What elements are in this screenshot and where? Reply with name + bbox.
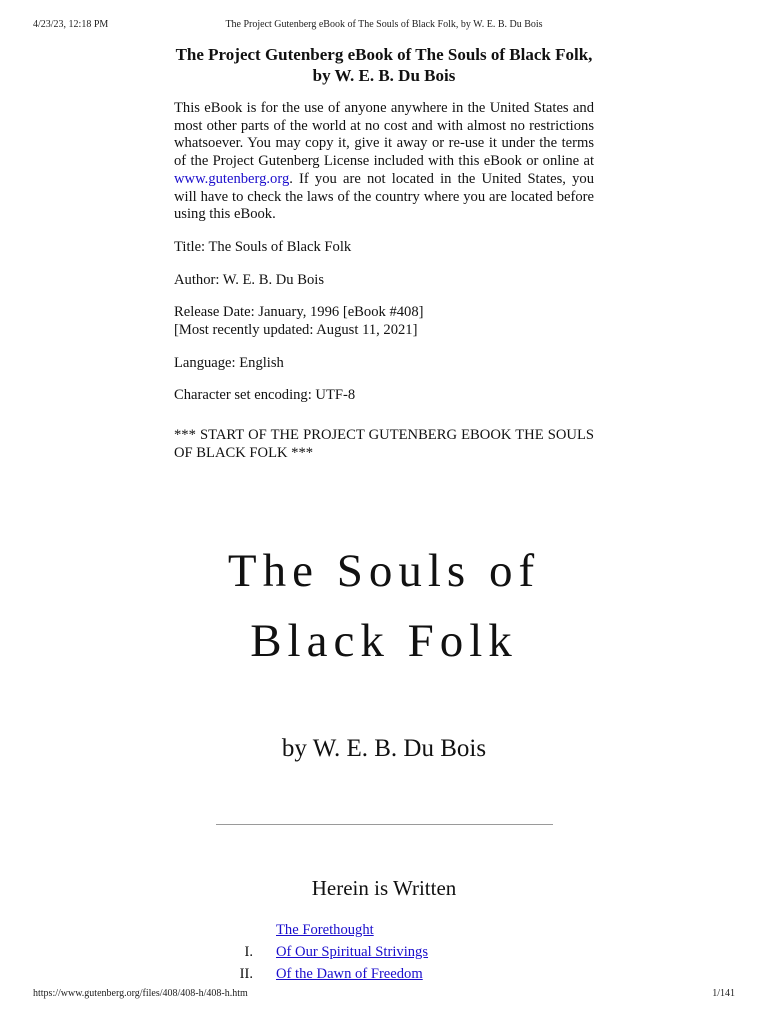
gutenberg-link[interactable]: www.gutenberg.org	[174, 170, 290, 187]
toc-numeral: I.	[244, 944, 253, 960]
book-title-line-1: The Souls of	[227, 545, 541, 597]
book-title	[0, 536, 768, 676]
table-of-contents	[0, 920, 768, 986]
toc-link-spiritual-strivings[interactable]: Of Our Spiritual Strivings	[276, 944, 429, 960]
print-header	[33, 19, 735, 33]
document-title: The Project Gutenberg eBook of The Souls of Black Folk, by W. E. B. Du Bois	[175, 45, 593, 85]
print-url: https://www.gutenberg.org/files/408/408-h/408-h.htm	[33, 988, 248, 999]
print-page-title: The Project Gutenberg eBook of The Souls of Black Folk, by W. E. B. Du Bois	[225, 19, 543, 30]
contents-heading: Herein is Written	[311, 876, 457, 900]
print-datetime: 4/23/23, 12:18 PM	[33, 19, 109, 30]
author-byline: by W. E. B. Du Bois	[281, 735, 487, 762]
meta-release-date: Release Date: January, 1996 [eBook #408]	[174, 304, 424, 321]
license-text-end: . If you are not located in the United States, you will have to check the laws of the country where you are located before using this eBook.	[174, 170, 594, 223]
toc-numeral: II.	[239, 966, 253, 982]
toc-item-dawn-of-freedom	[0, 964, 768, 986]
horizontal-divider	[216, 824, 553, 825]
meta-title: Title: The Souls of Black Folk	[174, 238, 352, 255]
toc-link-forethought[interactable]: The Forethought	[276, 922, 374, 938]
book-title-line-2: Black Folk	[250, 615, 518, 667]
toc-item-forethought	[0, 920, 768, 942]
meta-author: Author: W. E. B. Du Bois	[174, 271, 325, 288]
meta-updated: [Most recently updated: August 11, 2021]	[174, 322, 418, 339]
toc-item-spiritual-strivings	[0, 942, 768, 964]
meta-release	[174, 304, 594, 339]
meta-language: Language: English	[174, 354, 284, 371]
print-footer	[33, 988, 735, 1002]
front-matter	[174, 44, 594, 478]
toc-link-dawn-of-freedom[interactable]: Of the Dawn of Freedom	[276, 966, 423, 982]
meta-encoding: Character set encoding: UTF-8	[174, 387, 356, 404]
page-counter: 1/141	[712, 988, 735, 999]
start-marker: *** START OF THE PROJECT GUTENBERG EBOOK THE SOULS OF BLACK FOLK ***	[174, 427, 594, 461]
license-paragraph	[174, 100, 594, 224]
license-text-start: This eBook is for the use of anyone anywhere in the United States and most other parts of the world at no cost and with almost no restrictions whatsoever. You may copy it, give it away or re-use it under the terms of the Project Gutenberg License included with this eBook or online at	[174, 100, 594, 170]
